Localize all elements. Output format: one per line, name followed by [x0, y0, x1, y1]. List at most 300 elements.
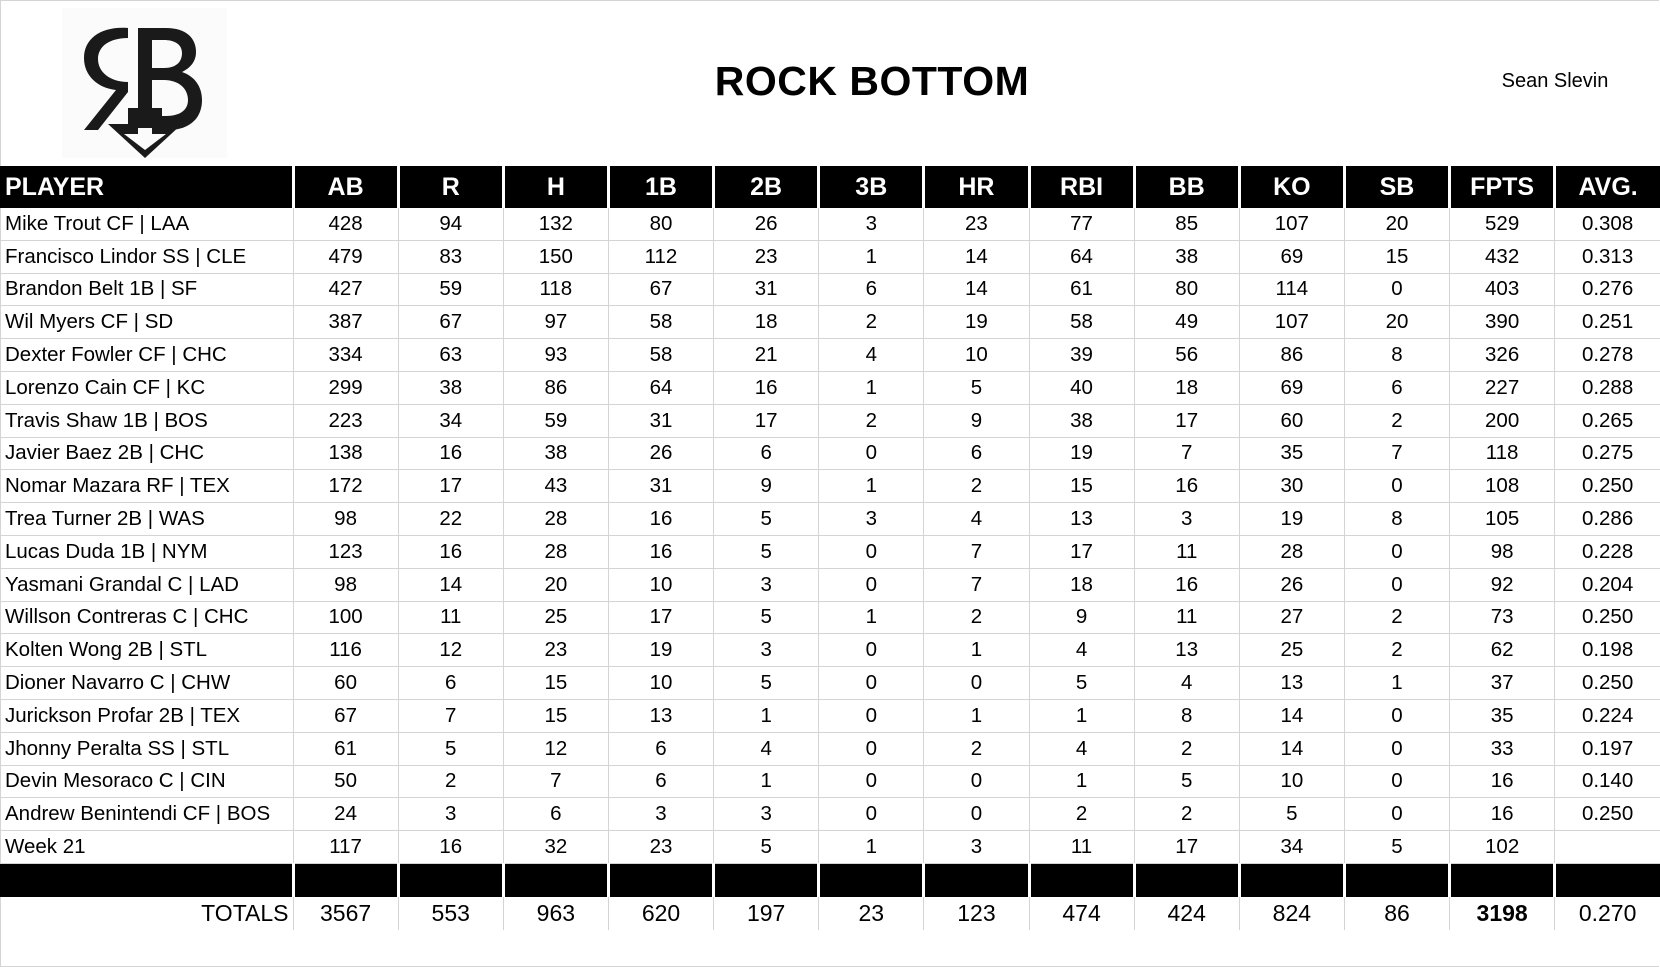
cell-fpts: 16	[1450, 798, 1555, 831]
cell-h: 38	[503, 437, 608, 470]
cell-sb: 0	[1344, 765, 1449, 798]
cell-player: Kolten Wong 2B | STL	[0, 634, 293, 667]
cell-player: Francisco Lindor SS | CLE	[0, 240, 293, 273]
cell-avg: 0.250	[1555, 601, 1660, 634]
cell-h: 59	[503, 404, 608, 437]
cell-1b: 3	[608, 798, 713, 831]
cell-2b: 1	[714, 765, 819, 798]
cell-h: 43	[503, 470, 608, 503]
cell-rbi: 9	[1029, 601, 1134, 634]
column-header-rbi: RBI	[1029, 166, 1134, 208]
cell-fpts: 326	[1450, 339, 1555, 372]
cell-r: 22	[398, 503, 503, 536]
cell-player: Nomar Mazara RF | TEX	[0, 470, 293, 503]
cell-ko: 28	[1239, 535, 1344, 568]
cell-fpts: 529	[1450, 208, 1555, 240]
cell-avg: 0.250	[1555, 470, 1660, 503]
cell-h: 12	[503, 732, 608, 765]
cell-sb: 2	[1344, 404, 1449, 437]
cell-rbi: 17	[1029, 535, 1134, 568]
column-header-2b: 2B	[714, 166, 819, 208]
cell-3b: 1	[819, 470, 924, 503]
cell-player: Lorenzo Cain CF | KC	[0, 371, 293, 404]
cell-1b: 17	[608, 601, 713, 634]
table-row	[0, 831, 1660, 864]
cell-avg: 0.197	[1555, 732, 1660, 765]
cell-1b: 58	[608, 306, 713, 339]
cell-sb: 8	[1344, 503, 1449, 536]
cell-1b: 16	[608, 535, 713, 568]
column-header-r: R	[398, 166, 503, 208]
cell-ab: 24	[293, 798, 398, 831]
cell-player: Dioner Navarro C | CHW	[0, 667, 293, 700]
cell-rbi: 5	[1029, 667, 1134, 700]
cell-ko: 35	[1239, 437, 1344, 470]
total-1b: 620	[608, 897, 713, 930]
cell-r: 59	[398, 273, 503, 306]
total-3b: 23	[819, 897, 924, 930]
cell-3b: 1	[819, 601, 924, 634]
cell-player: Andrew Benintendi CF | BOS	[0, 798, 293, 831]
cell-r: 16	[398, 535, 503, 568]
cell-h: 7	[503, 765, 608, 798]
cell-3b: 2	[819, 306, 924, 339]
cell-avg: 0.286	[1555, 503, 1660, 536]
cell-r: 3	[398, 798, 503, 831]
cell-bb: 7	[1134, 437, 1239, 470]
cell-hr: 4	[924, 503, 1029, 536]
cell-fpts: 118	[1450, 437, 1555, 470]
cell-3b: 0	[819, 634, 924, 667]
cell-rbi: 64	[1029, 240, 1134, 273]
cell-sb: 1	[1344, 667, 1449, 700]
cell-bb: 38	[1134, 240, 1239, 273]
cell-bb: 85	[1134, 208, 1239, 240]
cell-player: Yasmani Grandal C | LAD	[0, 568, 293, 601]
column-header-ab: AB	[293, 166, 398, 208]
cell-fpts: 102	[1450, 831, 1555, 864]
cell-hr: 19	[924, 306, 1029, 339]
cell-2b: 17	[714, 404, 819, 437]
cell-2b: 5	[714, 601, 819, 634]
cell-avg: 0.140	[1555, 765, 1660, 798]
cell-fpts: 200	[1450, 404, 1555, 437]
cell-h: 118	[503, 273, 608, 306]
cell-ko: 86	[1239, 339, 1344, 372]
cell-rbi: 1	[1029, 765, 1134, 798]
cell-rbi: 11	[1029, 831, 1134, 864]
cell-fpts: 37	[1450, 667, 1555, 700]
table-row	[0, 798, 1660, 831]
cell-fpts: 33	[1450, 732, 1555, 765]
cell-hr: 10	[924, 339, 1029, 372]
cell-ko: 26	[1239, 568, 1344, 601]
cell-2b: 21	[714, 339, 819, 372]
cell-bb: 56	[1134, 339, 1239, 372]
cell-player: Mike Trout CF | LAA	[0, 208, 293, 240]
total-h: 963	[503, 897, 608, 930]
cell-avg: 0.275	[1555, 437, 1660, 470]
cell-1b: 64	[608, 371, 713, 404]
cell-2b: 1	[714, 699, 819, 732]
total-hr: 123	[924, 897, 1029, 930]
table-row	[0, 568, 1660, 601]
cell-1b: 6	[608, 732, 713, 765]
cell-h: 93	[503, 339, 608, 372]
cell-ab: 98	[293, 568, 398, 601]
cell-rbi: 77	[1029, 208, 1134, 240]
column-header-player: PLAYER	[0, 166, 293, 208]
cell-hr: 3	[924, 831, 1029, 864]
cell-r: 7	[398, 699, 503, 732]
cell-2b: 3	[714, 798, 819, 831]
cell-hr: 2	[924, 470, 1029, 503]
cell-rbi: 4	[1029, 634, 1134, 667]
cell-ko: 19	[1239, 503, 1344, 536]
cell-3b: 0	[819, 535, 924, 568]
cell-3b: 0	[819, 437, 924, 470]
cell-avg: 0.276	[1555, 273, 1660, 306]
cell-r: 11	[398, 601, 503, 634]
cell-r: 94	[398, 208, 503, 240]
cell-1b: 67	[608, 273, 713, 306]
cell-2b: 16	[714, 371, 819, 404]
cell-rbi: 2	[1029, 798, 1134, 831]
cell-2b: 5	[714, 667, 819, 700]
cell-ko: 14	[1239, 699, 1344, 732]
cell-1b: 6	[608, 765, 713, 798]
cell-rbi: 39	[1029, 339, 1134, 372]
cell-bb: 13	[1134, 634, 1239, 667]
cell-hr: 0	[924, 667, 1029, 700]
cell-ko: 27	[1239, 601, 1344, 634]
cell-1b: 31	[608, 470, 713, 503]
cell-ko: 69	[1239, 240, 1344, 273]
cell-avg: 0.313	[1555, 240, 1660, 273]
cell-rbi: 19	[1029, 437, 1134, 470]
table-row	[0, 765, 1660, 798]
cell-h: 20	[503, 568, 608, 601]
cell-r: 17	[398, 470, 503, 503]
cell-rbi: 61	[1029, 273, 1134, 306]
cell-ab: 98	[293, 503, 398, 536]
cell-bb: 3	[1134, 503, 1239, 536]
column-header-ko: KO	[1239, 166, 1344, 208]
cell-ab: 60	[293, 667, 398, 700]
cell-h: 6	[503, 798, 608, 831]
cell-sb: 0	[1344, 568, 1449, 601]
cell-2b: 23	[714, 240, 819, 273]
cell-bb: 17	[1134, 831, 1239, 864]
cell-sb: 0	[1344, 732, 1449, 765]
cell-h: 28	[503, 503, 608, 536]
cell-ko: 10	[1239, 765, 1344, 798]
separator-row	[0, 863, 1660, 897]
cell-rbi: 15	[1029, 470, 1134, 503]
cell-sb: 8	[1344, 339, 1449, 372]
cell-fpts: 35	[1450, 699, 1555, 732]
cell-bb: 11	[1134, 535, 1239, 568]
cell-ab: 117	[293, 831, 398, 864]
stats-table	[0, 166, 1660, 930]
cell-2b: 5	[714, 831, 819, 864]
column-header-h: H	[503, 166, 608, 208]
cell-fpts: 227	[1450, 371, 1555, 404]
cell-avg: 0.251	[1555, 306, 1660, 339]
cell-r: 16	[398, 437, 503, 470]
cell-sb: 2	[1344, 634, 1449, 667]
cell-hr: 7	[924, 568, 1029, 601]
cell-sb: 0	[1344, 699, 1449, 732]
cell-ko: 69	[1239, 371, 1344, 404]
column-header-avg: AVG.	[1555, 166, 1660, 208]
header-row	[0, 166, 1660, 208]
cell-3b: 1	[819, 371, 924, 404]
cell-2b: 3	[714, 634, 819, 667]
cell-avg	[1555, 831, 1660, 864]
cell-ab: 61	[293, 732, 398, 765]
cell-bb: 16	[1134, 568, 1239, 601]
cell-sb: 5	[1344, 831, 1449, 864]
cell-sb: 15	[1344, 240, 1449, 273]
cell-player: Brandon Belt 1B | SF	[0, 273, 293, 306]
cell-1b: 13	[608, 699, 713, 732]
cell-rbi: 1	[1029, 699, 1134, 732]
cell-fpts: 108	[1450, 470, 1555, 503]
total-ab: 3567	[293, 897, 398, 930]
cell-2b: 5	[714, 503, 819, 536]
cell-fpts: 432	[1450, 240, 1555, 273]
cell-avg: 0.224	[1555, 699, 1660, 732]
cell-avg: 0.278	[1555, 339, 1660, 372]
cell-ab: 116	[293, 634, 398, 667]
table-row	[0, 371, 1660, 404]
cell-ko: 25	[1239, 634, 1344, 667]
table-row	[0, 437, 1660, 470]
total-fpts: 3198	[1450, 897, 1555, 930]
cell-2b: 9	[714, 470, 819, 503]
cell-bb: 16	[1134, 470, 1239, 503]
cell-2b: 18	[714, 306, 819, 339]
cell-hr: 0	[924, 798, 1029, 831]
total-ko: 824	[1239, 897, 1344, 930]
cell-2b: 3	[714, 568, 819, 601]
cell-ab: 334	[293, 339, 398, 372]
table-row	[0, 732, 1660, 765]
column-header-3b: 3B	[819, 166, 924, 208]
cell-ab: 428	[293, 208, 398, 240]
cell-player: Javier Baez 2B | CHC	[0, 437, 293, 470]
table-row	[0, 470, 1660, 503]
table-row	[0, 601, 1660, 634]
cell-player: Jhonny Peralta SS | STL	[0, 732, 293, 765]
cell-sb: 0	[1344, 470, 1449, 503]
cell-r: 2	[398, 765, 503, 798]
cell-fpts: 73	[1450, 601, 1555, 634]
cell-bb: 49	[1134, 306, 1239, 339]
column-header-sb: SB	[1344, 166, 1449, 208]
cell-player: Lucas Duda 1B | NYM	[0, 535, 293, 568]
cell-hr: 2	[924, 601, 1029, 634]
cell-h: 32	[503, 831, 608, 864]
table-row	[0, 667, 1660, 700]
cell-player: Trea Turner 2B | WAS	[0, 503, 293, 536]
table-row	[0, 699, 1660, 732]
table-row	[0, 240, 1660, 273]
cell-r: 5	[398, 732, 503, 765]
table-row	[0, 404, 1660, 437]
total-avg: 0.270	[1555, 897, 1660, 930]
cell-bb: 17	[1134, 404, 1239, 437]
cell-hr: 2	[924, 732, 1029, 765]
cell-fpts: 390	[1450, 306, 1555, 339]
table-row	[0, 503, 1660, 536]
cell-hr: 23	[924, 208, 1029, 240]
cell-ko: 30	[1239, 470, 1344, 503]
cell-bb: 80	[1134, 273, 1239, 306]
cell-h: 86	[503, 371, 608, 404]
column-header-hr: HR	[924, 166, 1029, 208]
cell-r: 63	[398, 339, 503, 372]
cell-ab: 100	[293, 601, 398, 634]
cell-3b: 0	[819, 765, 924, 798]
cell-player: Jurickson Profar 2B | TEX	[0, 699, 293, 732]
cell-bb: 11	[1134, 601, 1239, 634]
cell-ab: 138	[293, 437, 398, 470]
cell-sb: 0	[1344, 535, 1449, 568]
cell-ko: 34	[1239, 831, 1344, 864]
cell-ko: 14	[1239, 732, 1344, 765]
column-header-bb: BB	[1134, 166, 1239, 208]
cell-fpts: 62	[1450, 634, 1555, 667]
totals-row	[0, 897, 1660, 930]
cell-avg: 0.204	[1555, 568, 1660, 601]
cell-1b: 16	[608, 503, 713, 536]
column-header-1b: 1B	[608, 166, 713, 208]
cell-avg: 0.198	[1555, 634, 1660, 667]
cell-1b: 26	[608, 437, 713, 470]
cell-sb: 0	[1344, 273, 1449, 306]
cell-r: 12	[398, 634, 503, 667]
cell-3b: 3	[819, 503, 924, 536]
cell-1b: 80	[608, 208, 713, 240]
cell-1b: 58	[608, 339, 713, 372]
table-row	[0, 339, 1660, 372]
cell-hr: 14	[924, 273, 1029, 306]
cell-rbi: 13	[1029, 503, 1134, 536]
cell-ab: 299	[293, 371, 398, 404]
cell-r: 34	[398, 404, 503, 437]
cell-ab: 387	[293, 306, 398, 339]
cell-hr: 9	[924, 404, 1029, 437]
table-row	[0, 273, 1660, 306]
cell-sb: 7	[1344, 437, 1449, 470]
cell-rbi: 40	[1029, 371, 1134, 404]
cell-h: 23	[503, 634, 608, 667]
cell-2b: 31	[714, 273, 819, 306]
cell-avg: 0.308	[1555, 208, 1660, 240]
cell-rbi: 4	[1029, 732, 1134, 765]
cell-2b: 5	[714, 535, 819, 568]
cell-ko: 114	[1239, 273, 1344, 306]
cell-hr: 1	[924, 699, 1029, 732]
cell-ko: 107	[1239, 208, 1344, 240]
cell-3b: 1	[819, 831, 924, 864]
cell-h: 150	[503, 240, 608, 273]
cell-3b: 0	[819, 568, 924, 601]
cell-ab: 123	[293, 535, 398, 568]
cell-hr: 5	[924, 371, 1029, 404]
cell-3b: 0	[819, 732, 924, 765]
total-bb: 424	[1134, 897, 1239, 930]
cell-ab: 479	[293, 240, 398, 273]
table-row	[0, 306, 1660, 339]
cell-player: Dexter Fowler CF | CHC	[0, 339, 293, 372]
cell-avg: 0.250	[1555, 798, 1660, 831]
cell-rbi: 18	[1029, 568, 1134, 601]
cell-h: 15	[503, 667, 608, 700]
cell-h: 25	[503, 601, 608, 634]
cell-player: Week 21	[0, 831, 293, 864]
team-logo	[62, 8, 227, 158]
cell-sb: 20	[1344, 208, 1449, 240]
cell-2b: 4	[714, 732, 819, 765]
cell-rbi: 58	[1029, 306, 1134, 339]
cell-avg: 0.228	[1555, 535, 1660, 568]
column-header-fpts: FPTS	[1450, 166, 1555, 208]
cell-ko: 60	[1239, 404, 1344, 437]
total-2b: 197	[714, 897, 819, 930]
cell-3b: 0	[819, 798, 924, 831]
cell-sb: 6	[1344, 371, 1449, 404]
cell-player: Wil Myers CF | SD	[0, 306, 293, 339]
cell-rbi: 38	[1029, 404, 1134, 437]
cell-ab: 223	[293, 404, 398, 437]
cell-ab: 427	[293, 273, 398, 306]
cell-3b: 6	[819, 273, 924, 306]
cell-bb: 2	[1134, 732, 1239, 765]
total-rbi: 474	[1029, 897, 1134, 930]
cell-bb: 4	[1134, 667, 1239, 700]
cell-hr: 6	[924, 437, 1029, 470]
owner-name: Sean Slevin	[1501, 70, 1609, 92]
cell-player: Devin Mesoraco C | CIN	[0, 765, 293, 798]
cell-ko: 107	[1239, 306, 1344, 339]
total-r: 553	[398, 897, 503, 930]
cell-ko: 13	[1239, 667, 1344, 700]
cell-2b: 6	[714, 437, 819, 470]
cell-avg: 0.265	[1555, 404, 1660, 437]
cell-fpts: 98	[1450, 535, 1555, 568]
cell-3b: 2	[819, 404, 924, 437]
cell-hr: 7	[924, 535, 1029, 568]
cell-1b: 112	[608, 240, 713, 273]
cell-sb: 0	[1344, 798, 1449, 831]
cell-3b: 4	[819, 339, 924, 372]
cell-ko: 5	[1239, 798, 1344, 831]
cell-1b: 10	[608, 568, 713, 601]
cell-3b: 0	[819, 667, 924, 700]
totals-label: TOTALS	[201, 899, 289, 926]
cell-player: Travis Shaw 1B | BOS	[0, 404, 293, 437]
table-row	[0, 208, 1660, 240]
cell-hr: 0	[924, 765, 1029, 798]
cell-fpts: 92	[1450, 568, 1555, 601]
cell-ab: 67	[293, 699, 398, 732]
total-sb: 86	[1344, 897, 1449, 930]
cell-h: 132	[503, 208, 608, 240]
table-row	[0, 535, 1660, 568]
